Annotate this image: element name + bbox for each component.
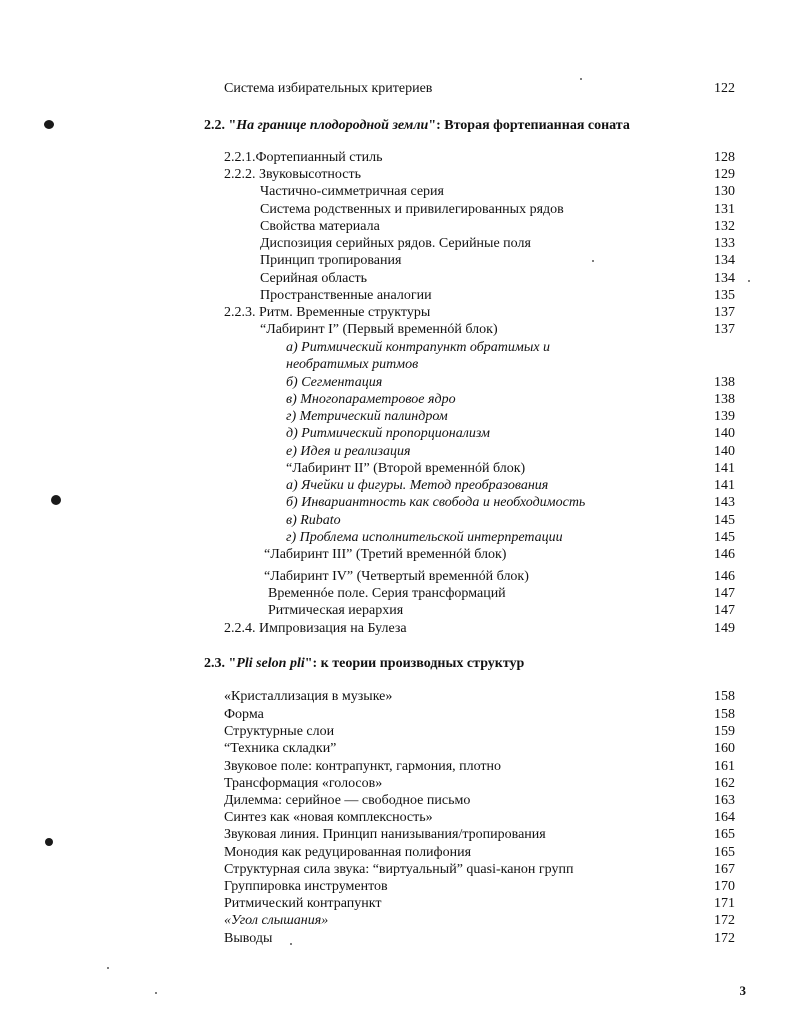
toc-entry-page: 149 <box>714 621 735 636</box>
toc-entry-title: б) Инвариантность как свобода и необходимость <box>286 495 586 510</box>
toc-entry <box>0 775 799 793</box>
toc-entry-page: 167 <box>714 862 735 877</box>
toc-entry-title: Структурная сила звука: “виртуальный” quasi-канон групп <box>224 862 574 877</box>
toc-entry-title: Группировка инструментов <box>224 879 388 894</box>
toc-entry-page: 145 <box>714 530 735 545</box>
toc-entry-title: Звуковая линия. Принцип нанизывания/тропирования <box>224 827 546 842</box>
section-heading-title <box>204 117 630 135</box>
toc-entry <box>0 792 799 810</box>
toc-entry-page: 129 <box>714 167 735 182</box>
toc-entry <box>0 844 799 862</box>
toc-entry-page: 140 <box>714 444 735 459</box>
toc-entry-title: е) Идея и реализация <box>286 444 411 459</box>
toc-entry-page: 146 <box>714 569 735 584</box>
section-heading-title <box>204 655 524 673</box>
scan-speck <box>107 967 109 969</box>
scan-speck <box>580 78 582 80</box>
toc-entry-page: 158 <box>714 689 735 704</box>
section-title-rest: ": к теории производных структур <box>304 656 525 671</box>
toc-entry-page: 137 <box>714 305 735 320</box>
toc-entry-page: 143 <box>714 495 735 510</box>
toc-entry-title: Ритмическая иерархия <box>268 603 404 618</box>
scan-speck <box>155 992 157 994</box>
toc-entry-title: Звуковое поле: контрапункт, гармония, плотно <box>224 759 502 774</box>
section-heading <box>0 117 799 135</box>
toc-entry <box>0 620 799 638</box>
toc-entry-page: 170 <box>714 879 735 894</box>
toc-entry <box>0 512 799 530</box>
section-title-rest: ": Вторая фортепианная соната <box>428 118 630 133</box>
toc-entry-page: 147 <box>714 586 735 601</box>
toc-entry-title: Форма <box>224 707 264 722</box>
toc-entry-page: 145 <box>714 513 735 528</box>
toc-entry-title: Трансформация «голосов» <box>224 776 383 791</box>
toc-entry-title: “Лабиринт I” (Первый временнóй блок) <box>260 322 498 337</box>
toc-entry <box>0 758 799 776</box>
scan-blot <box>44 120 54 129</box>
toc-entry-title: д) Ритмический пропорционализм <box>286 426 490 441</box>
scan-blot <box>45 838 53 846</box>
toc-entry <box>0 740 799 758</box>
toc-entry-title: Свойства материала <box>260 219 380 234</box>
toc-entry-page: 165 <box>714 845 735 860</box>
toc-entry <box>0 166 799 184</box>
toc-entry <box>0 149 799 167</box>
toc-entry-page: 164 <box>714 810 735 825</box>
toc-entry-title: Структурные слои <box>224 724 335 739</box>
toc-entry <box>0 80 799 98</box>
toc-entry-title: Дилемма: серийное — свободное письмо <box>224 793 471 808</box>
toc-entry-title: «Кристаллизация в музыке» <box>224 689 393 704</box>
toc-entry-page: 133 <box>714 236 735 251</box>
toc-entry-title: 2.2.3. Ритм. Временные структуры <box>224 305 431 320</box>
scan-speck <box>748 280 750 282</box>
toc-entry-title: а) Ритмический контрапункт обратимых и <box>286 340 551 355</box>
toc-entry <box>0 339 799 357</box>
section-quote-open: " <box>228 118 237 133</box>
toc-entry <box>0 706 799 724</box>
toc-entry-page: 131 <box>714 202 735 217</box>
toc-entry-title: а) Ячейки и фигуры. Метод преобразования <box>286 478 549 493</box>
toc-entry <box>0 602 799 620</box>
toc-entry <box>0 895 799 913</box>
toc-entry <box>0 809 799 827</box>
section-number: 2.2. <box>204 118 229 133</box>
toc-entry <box>0 183 799 201</box>
toc-entry-page: 132 <box>714 219 735 234</box>
toc-entry <box>0 477 799 495</box>
toc-entry <box>0 878 799 896</box>
toc-entry <box>0 912 799 930</box>
toc-entry <box>0 861 799 879</box>
toc-entry-title: Ритмический контрапункт <box>224 896 382 911</box>
toc-entry-title: Принцип тропирования <box>260 253 402 268</box>
toc-entry <box>0 408 799 426</box>
toc-entry <box>0 201 799 219</box>
scan-speck <box>290 943 292 945</box>
toc-entry-page: 165 <box>714 827 735 842</box>
toc-entry <box>0 585 799 603</box>
toc-entry-page: 162 <box>714 776 735 791</box>
toc-entry-page: 141 <box>714 478 735 493</box>
toc-entry-page: 160 <box>714 741 735 756</box>
toc-entry-page: 163 <box>714 793 735 808</box>
toc-entry-page: 134 <box>714 271 735 286</box>
toc-entry <box>0 425 799 443</box>
toc-entry-title: 2.2.1.Фортепианный стиль <box>224 150 383 165</box>
section-title-italic: Pli selon pli <box>236 656 305 671</box>
toc-entry-title: г) Проблема исполнительской интерпретации <box>286 530 563 545</box>
toc-entry-page: 172 <box>714 931 735 946</box>
toc-entry-title: «Угол слышания» <box>224 913 329 928</box>
toc-entry <box>0 688 799 706</box>
toc-entry-title: “Лабиринт III” (Третий временнóй блок) <box>264 547 507 562</box>
toc-entry-page: 161 <box>714 759 735 774</box>
section-heading <box>0 655 799 673</box>
toc-entry <box>0 930 799 948</box>
toc-entry <box>0 494 799 512</box>
toc-entry-title: 2.2.2. Звуковысотность <box>224 167 361 182</box>
toc-entry <box>0 252 799 270</box>
toc-entry <box>0 356 799 374</box>
toc-entry <box>0 443 799 461</box>
scan-speck <box>592 260 594 262</box>
toc-entry-page: 130 <box>714 184 735 199</box>
toc-entry <box>0 270 799 288</box>
toc-entry <box>0 826 799 844</box>
toc-entry <box>0 374 799 392</box>
toc-entry <box>0 304 799 322</box>
toc-entry-page: 128 <box>714 150 735 165</box>
toc-entry <box>0 529 799 547</box>
toc-entry-title: Синтез как «новая комплексность» <box>224 810 433 825</box>
section-number: 2.3. <box>204 656 229 671</box>
toc-entry-title: Диспозиция серийных рядов. Серийные поля <box>260 236 531 251</box>
toc-entry-title: г) Метрический палиндром <box>286 409 448 424</box>
toc-entry-title: “Техника складки” <box>224 741 337 756</box>
toc-entry <box>0 723 799 741</box>
toc-entry <box>0 321 799 339</box>
toc-entry-page: 140 <box>714 426 735 441</box>
toc-entry-page: 138 <box>714 375 735 390</box>
section-quote-open: " <box>228 656 237 671</box>
page-number: 3 <box>739 983 746 998</box>
toc-entry-page: 135 <box>714 288 735 303</box>
toc-entry-page: 171 <box>714 896 735 911</box>
toc-entry-title: Выводы <box>224 931 273 946</box>
toc-entry-page: 138 <box>714 392 735 407</box>
toc-entry-title: Пространственные аналогии <box>260 288 432 303</box>
toc-entry-title: Монодия как редуцированная полифония <box>224 845 472 860</box>
toc-entry-title: в) Rubato <box>286 513 341 528</box>
toc-entry-page: 146 <box>714 547 735 562</box>
toc-entry <box>0 218 799 236</box>
toc-entry <box>0 568 799 586</box>
toc-entry-page: 147 <box>714 603 735 618</box>
toc-entry-page: 141 <box>714 461 735 476</box>
toc-entry-title: необратимых ритмов <box>286 357 419 372</box>
toc-entry-title: б) Сегментация <box>286 375 383 390</box>
scan-blot <box>51 495 61 505</box>
toc-entry-page: 134 <box>714 253 735 268</box>
toc-entry-page: 122 <box>714 81 735 96</box>
toc-entry-title: Частично-симметричная серия <box>260 184 444 199</box>
toc-entry-page: 139 <box>714 409 735 424</box>
toc-entry-title: в) Многопараметровое ядро <box>286 392 456 407</box>
toc-entry-page: 158 <box>714 707 735 722</box>
toc-entry-title: “Лабиринт IV” (Четвертый временнóй блок) <box>264 569 529 584</box>
toc-entry <box>0 546 799 564</box>
toc-entry <box>0 235 799 253</box>
toc-entry-title: Система родственных и привилегированных рядов <box>260 202 564 217</box>
toc-entry-title: Серийная область <box>260 271 368 286</box>
toc-entry-page: 137 <box>714 322 735 337</box>
toc-entry <box>0 460 799 478</box>
toc-entry <box>0 391 799 409</box>
toc-entry <box>0 287 799 305</box>
toc-entry-title: Временнóе поле. Серия трансформаций <box>268 586 506 601</box>
toc-entry-page: 159 <box>714 724 735 739</box>
toc-entry-title: “Лабиринт II” (Второй временнóй блок) <box>286 461 526 476</box>
toc-entry-page: 172 <box>714 913 735 928</box>
section-title-italic: На границе плодородной земли <box>236 118 429 133</box>
toc-entry-title: Система избирательных критериев <box>224 81 433 96</box>
toc-entry-title: 2.2.4. Импровизация на Булеза <box>224 621 407 636</box>
